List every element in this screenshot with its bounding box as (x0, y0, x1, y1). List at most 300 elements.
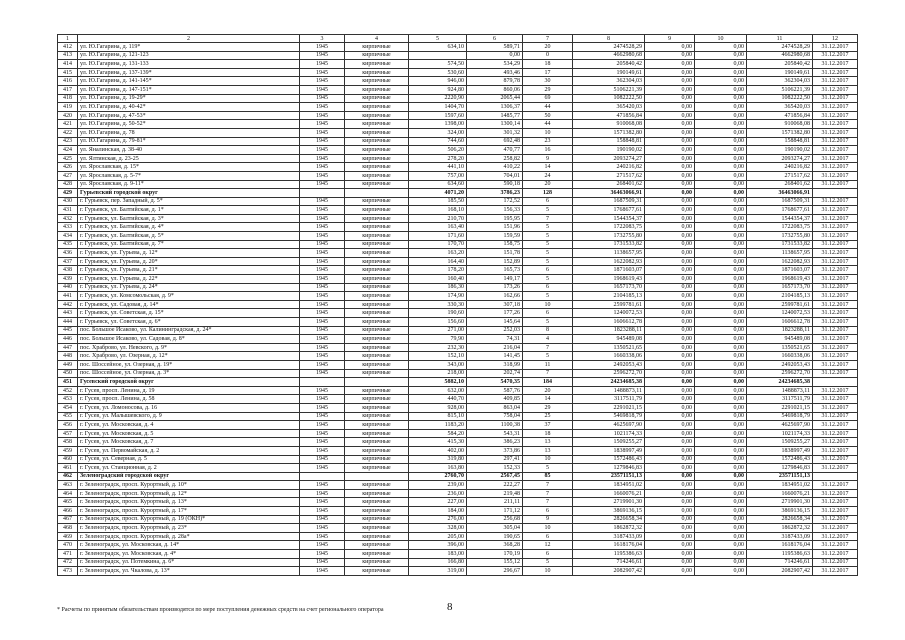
address-cell: г. Гусев, ул. Малышевского, д. 9 (78, 412, 300, 421)
address-cell: г. Гурьевск, ул. Гурьева, д. 22* (78, 275, 300, 284)
total-cost-cell: 1138657,95 (573, 249, 645, 258)
living-area-cell: 252,03 (467, 326, 523, 335)
living-area-cell: 589,71 (467, 43, 523, 52)
living-area-cell: 151,96 (467, 223, 523, 232)
residents-cell: 5 (523, 464, 573, 473)
table-row (58, 300, 858, 309)
address-cell: г. Зеленоградск, просп. Курортный, д. 23* (78, 524, 300, 533)
cost-col-9-cell: 0,00 (645, 352, 695, 361)
total-cost-cell: 1572486,43 (573, 455, 645, 464)
cost-col-10-cell: 0,00 (695, 326, 747, 335)
table-row (58, 68, 858, 77)
table-row (58, 240, 858, 249)
address-cell: г. Гурьевск, ул. Садовая, д. 14* (78, 300, 300, 309)
cost-col-11-cell: 4662980,68 (747, 51, 813, 60)
completion-date-cell: 31.12.2017 (813, 507, 858, 516)
total-area-cell: 924,80 (409, 85, 467, 94)
cost-col-10-cell: 0,00 (695, 249, 747, 258)
table-row (58, 77, 858, 86)
cost-col-10-cell: 0,00 (695, 60, 747, 69)
row-number-cell: 458 (58, 438, 78, 447)
year-built-cell: 1945 (300, 43, 345, 52)
table-row (58, 43, 858, 52)
cost-col-11-cell: 190149,61 (747, 68, 813, 77)
address-cell: ул. Яналинская, д. 38-40 (78, 146, 300, 155)
cost-col-9-cell: 0,00 (645, 421, 695, 430)
wall-material-cell: кирпичные (345, 180, 409, 189)
total-area-cell: 343,00 (409, 360, 467, 369)
address-cell: г. Гусев, ул. Первомайская, д. 2 (78, 446, 300, 455)
cost-col-10-cell: 0,00 (695, 369, 747, 378)
total-cost-cell: 1823288,11 (573, 326, 645, 335)
total-cost-cell: 2082907,42 (573, 567, 645, 576)
residents-cell: 7 (523, 489, 573, 498)
year-built-cell: 1945 (300, 541, 345, 550)
cost-col-11-cell: 1618176,04 (747, 541, 813, 550)
cost-col-9-cell: 0,00 (645, 283, 695, 292)
wall-material-cell: кирпичные (345, 137, 409, 146)
total-area-cell: 163,20 (409, 249, 467, 258)
address-cell: г. Гурьевск, ул. Гурьева, д. 12* (78, 249, 300, 258)
total-area-cell (409, 51, 467, 60)
residents-cell: 6 (523, 283, 573, 292)
cost-col-11-cell: 1350521,65 (747, 343, 813, 352)
wall-material-cell: кирпичные (345, 94, 409, 103)
year-built-cell: 1945 (300, 103, 345, 112)
total-area-cell: 163,40 (409, 223, 467, 232)
residents-cell: 7 (523, 481, 573, 490)
table-row (58, 541, 858, 550)
address-cell: ул. Ю.Гагарина, д. 121-123 (78, 51, 300, 60)
row-number-cell: 460 (58, 455, 78, 464)
cost-col-10-cell: 0,00 (695, 386, 747, 395)
residents-cell: 7 (523, 343, 573, 352)
completion-date-cell: 31.12.2017 (813, 438, 858, 447)
total-cost-cell: 2474528,29 (573, 43, 645, 52)
year-built-cell: 1945 (300, 249, 345, 258)
residents-cell: 9 (523, 515, 573, 524)
row-number-cell: 429 (58, 189, 78, 198)
year-built-cell: 1945 (300, 154, 345, 163)
table-row (58, 498, 858, 507)
completion-date-cell: 31.12.2017 (813, 171, 858, 180)
table-row (58, 386, 858, 395)
total-cost-cell: 1544354,37 (573, 214, 645, 223)
cost-col-11-cell: 24234685,38 (747, 378, 813, 387)
cost-col-11-cell: 1544354,37 (747, 214, 813, 223)
address-cell: ул. Ю.Гагарина, д. 147-151* (78, 85, 300, 94)
cost-col-11-cell: 268401,62 (747, 180, 813, 189)
total-cost-cell: 714246,61 (573, 558, 645, 567)
wall-material-cell: кирпичные (345, 541, 409, 550)
total-cost-cell: 1657173,70 (573, 283, 645, 292)
cost-col-9-cell: 0,00 (645, 68, 695, 77)
total-cost-cell: 36463066,91 (573, 189, 645, 198)
living-area-cell: 0,00 (467, 51, 523, 60)
total-cost-cell: 1509255,27 (573, 438, 645, 447)
total-cost-cell: 365420,03 (573, 103, 645, 112)
total-area-cell: 152,10 (409, 352, 467, 361)
residents-cell: 20 (523, 43, 573, 52)
cost-col-11-cell: 271517,62 (747, 171, 813, 180)
residents-cell: 23 (523, 137, 573, 146)
living-area-cell: 297,41 (467, 455, 523, 464)
total-cost-cell: 1082222,50 (573, 94, 645, 103)
cost-col-9-cell: 0,00 (645, 360, 695, 369)
wall-material-cell: кирпичные (345, 120, 409, 129)
cost-col-9-cell: 0,00 (645, 180, 695, 189)
cost-col-10-cell: 0,00 (695, 292, 747, 301)
completion-date-cell: 31.12.2017 (813, 498, 858, 507)
completion-date-cell: 31.12.2017 (813, 326, 858, 335)
living-area-cell: 74,31 (467, 335, 523, 344)
total-area-cell: 441,10 (409, 163, 467, 172)
table-row (58, 51, 858, 60)
living-area-cell: 2567,45 (467, 472, 523, 481)
residents-cell: 5 (523, 206, 573, 215)
cost-col-10-cell: 0,00 (695, 421, 747, 430)
residents-cell: 6 (523, 507, 573, 516)
table-row (58, 455, 858, 464)
total-cost-cell: 1618176,04 (573, 541, 645, 550)
cost-col-11-cell: 1968619,43 (747, 275, 813, 284)
address-cell: ул. Ялтинская, д. 23-25 (78, 154, 300, 163)
cost-col-9-cell: 0,00 (645, 507, 695, 516)
total-area-cell: 815,10 (409, 412, 467, 421)
residents-cell: 128 (523, 189, 573, 198)
total-area-cell: 156,60 (409, 318, 467, 327)
address-cell: ул. Ю.Гагарина, д. 40-42* (78, 103, 300, 112)
living-area-cell: 534,29 (467, 60, 523, 69)
total-cost-cell: 1571382,80 (573, 128, 645, 137)
row-number-cell: 448 (58, 352, 78, 361)
cost-col-9-cell: 0,00 (645, 300, 695, 309)
residents-cell: 30 (523, 77, 573, 86)
address-cell: г. Гусев, просп. Ленина, д. 19 (78, 386, 300, 395)
cost-col-11-cell: 1195386,63 (747, 550, 813, 559)
living-area-cell: 159,59 (467, 232, 523, 241)
cost-col-11-cell: 910068,08 (747, 120, 813, 129)
address-cell: г. Зеленоградск, просп. Курортный, д. 17* (78, 507, 300, 516)
table-row (58, 567, 858, 576)
table-row (58, 343, 858, 352)
address-cell: г. Гусев, ул. Станционная, д. 2 (78, 464, 300, 473)
completion-date-cell: 31.12.2017 (813, 421, 858, 430)
cost-col-9-cell: 0,00 (645, 94, 695, 103)
total-area-cell: 205,00 (409, 532, 467, 541)
row-number-cell: 468 (58, 524, 78, 533)
cost-col-11-cell: 205840,42 (747, 60, 813, 69)
table-row (58, 429, 858, 438)
completion-date-cell: 31.12.2017 (813, 232, 858, 241)
address-cell: г. Гусев, ул. Ломоносова, д. 16 (78, 403, 300, 412)
row-number-cell: 434 (58, 232, 78, 241)
completion-date-cell: 31.12.2017 (813, 360, 858, 369)
address-cell: пос. Большое Исаково, ул. Калининградская, д. 24* (78, 326, 300, 335)
table-row (58, 446, 858, 455)
row-number-cell: 412 (58, 43, 78, 52)
completion-date-cell: 31.12.2017 (813, 541, 858, 550)
year-built-cell: 1945 (300, 214, 345, 223)
wall-material-cell: кирпичные (345, 403, 409, 412)
cost-col-11-cell: 158848,81 (747, 137, 813, 146)
year-built-cell: 1945 (300, 128, 345, 137)
total-cost-cell: 2104185,13 (573, 292, 645, 301)
row-number-cell: 455 (58, 412, 78, 421)
cost-col-10-cell: 0,00 (695, 481, 747, 490)
address-cell: ул. Ярославская, д. 5-7* (78, 171, 300, 180)
cost-col-10-cell: 0,00 (695, 85, 747, 94)
cost-col-9-cell: 0,00 (645, 292, 695, 301)
residents-cell: 5 (523, 352, 573, 361)
residents-cell: 5 (523, 275, 573, 284)
residents-cell: 11 (523, 360, 573, 369)
wall-material-cell: кирпичные (345, 498, 409, 507)
total-area-cell: 271,00 (409, 326, 467, 335)
cost-col-9-cell: 0,00 (645, 541, 695, 550)
cost-col-10-cell: 0,00 (695, 352, 747, 361)
residents-cell: 13 (523, 446, 573, 455)
living-area-cell: 145,64 (467, 318, 523, 327)
completion-date-cell: 31.12.2017 (813, 180, 858, 189)
year-built-cell: 1945 (300, 395, 345, 404)
year-built-cell: 1945 (300, 275, 345, 284)
total-cost-cell: 271517,62 (573, 171, 645, 180)
table-row (58, 292, 858, 301)
subtotal-row (58, 378, 858, 387)
cost-col-11-cell: 1871603,07 (747, 266, 813, 275)
total-cost-cell: 1732755,80 (573, 232, 645, 241)
table-row (58, 352, 858, 361)
total-cost-cell: 2291021,15 (573, 403, 645, 412)
year-built-cell: 1945 (300, 171, 345, 180)
living-area-cell: 470,77 (467, 146, 523, 155)
completion-date-cell: 31.12.2017 (813, 43, 858, 52)
address-cell: г. Гурьевск, ул. Советская, д. 15* (78, 309, 300, 318)
living-area-cell: 704,01 (467, 171, 523, 180)
total-area-cell: 218,00 (409, 369, 467, 378)
header-cell: 3 (300, 35, 345, 43)
table-row (58, 94, 858, 103)
row-number-cell: 426 (58, 163, 78, 172)
cost-col-9-cell: 0,00 (645, 412, 695, 421)
living-area-cell: 216,04 (467, 343, 523, 352)
wall-material-cell: кирпичные (345, 550, 409, 559)
cost-col-9-cell: 0,00 (645, 309, 695, 318)
row-number-cell: 440 (58, 283, 78, 292)
total-area-cell: 5882,10 (409, 378, 467, 387)
living-area-cell: 202,74 (467, 369, 523, 378)
living-area-cell: 543,31 (467, 429, 523, 438)
row-number-cell: 452 (58, 386, 78, 395)
cost-col-11-cell: 2104185,13 (747, 292, 813, 301)
wall-material-cell: кирпичные (345, 352, 409, 361)
year-built-cell: 1945 (300, 146, 345, 155)
row-number-cell: 469 (58, 532, 78, 541)
wall-material-cell: кирпичные (345, 111, 409, 120)
residents-cell: 10 (523, 455, 573, 464)
cost-col-10-cell: 0,00 (695, 567, 747, 576)
address-cell: г. Гусев, ул. Московская, д. 5 (78, 429, 300, 438)
total-cost-cell: 190190,02 (573, 146, 645, 155)
table-row (58, 103, 858, 112)
year-built-cell: 1945 (300, 507, 345, 516)
cost-col-10-cell: 0,00 (695, 77, 747, 86)
residents-cell: 18 (523, 429, 573, 438)
table-row (58, 154, 858, 163)
completion-date-cell: 31.12.2017 (813, 558, 858, 567)
address-cell: г. Зеленоградск, просп. Курортный, д. 12* (78, 489, 300, 498)
row-number-cell: 421 (58, 120, 78, 129)
wall-material-cell (345, 378, 409, 387)
year-built-cell: 1945 (300, 360, 345, 369)
total-area-cell: 319,80 (409, 455, 467, 464)
cost-col-10-cell: 0,00 (695, 283, 747, 292)
row-number-cell: 417 (58, 85, 78, 94)
address-cell: г. Гусев, просп. Ленина, д. 58 (78, 395, 300, 404)
completion-date-cell: 31.12.2017 (813, 369, 858, 378)
cost-col-11-cell: 714246,61 (747, 558, 813, 567)
total-area-cell: 2760,70 (409, 472, 467, 481)
year-built-cell (300, 472, 345, 481)
cost-col-11-cell: 36463066,91 (747, 189, 813, 198)
table-row (58, 558, 858, 567)
cost-col-11-cell: 1660076,21 (747, 489, 813, 498)
row-number-cell: 465 (58, 498, 78, 507)
total-cost-cell: 1660338,06 (573, 352, 645, 361)
cost-col-10-cell: 0,00 (695, 395, 747, 404)
completion-date-cell: 31.12.2017 (813, 429, 858, 438)
year-built-cell: 1945 (300, 352, 345, 361)
living-area-cell: 318,99 (467, 360, 523, 369)
cost-col-11-cell: 1279846,83 (747, 464, 813, 473)
completion-date-cell: 31.12.2017 (813, 395, 858, 404)
living-area-cell: 152,89 (467, 257, 523, 266)
address-cell: г. Зеленоградск, ул. Московская, д. 4* (78, 550, 300, 559)
residents-cell: 29 (523, 403, 573, 412)
total-area-cell: 319,00 (409, 567, 467, 576)
cost-col-11-cell: 1687509,31 (747, 197, 813, 206)
table-row (58, 464, 858, 473)
residents-cell: 44 (523, 103, 573, 112)
address-cell: г. Зеленоградск, просп. Курортный, д. 19 (ОКН)* (78, 515, 300, 524)
cost-col-11-cell: 1138657,95 (747, 249, 813, 258)
total-cost-cell: 1021174,33 (573, 429, 645, 438)
row-number-cell: 454 (58, 403, 78, 412)
total-cost-cell: 158848,81 (573, 137, 645, 146)
completion-date-cell: 31.12.2017 (813, 515, 858, 524)
cost-col-10-cell: 0,00 (695, 335, 747, 344)
living-area-cell: 386,23 (467, 438, 523, 447)
row-number-cell: 439 (58, 275, 78, 284)
living-area-cell: 149,17 (467, 275, 523, 284)
living-area-cell: 190,65 (467, 532, 523, 541)
row-number-cell: 457 (58, 429, 78, 438)
cost-col-11-cell: 1622082,93 (747, 257, 813, 266)
wall-material-cell: кирпичные (345, 326, 409, 335)
completion-date-cell: 31.12.2017 (813, 318, 858, 327)
residents-cell: 37 (523, 421, 573, 430)
row-number-cell: 438 (58, 266, 78, 275)
cost-col-10-cell: 0,00 (695, 189, 747, 198)
living-area-cell: 296,67 (467, 567, 523, 576)
document-page (57, 34, 857, 576)
wall-material-cell: кирпичные (345, 103, 409, 112)
completion-date-cell: 31.12.2017 (813, 197, 858, 206)
completion-date-cell: 31.12.2017 (813, 68, 858, 77)
living-area-cell: 590,18 (467, 180, 523, 189)
page-number: 8 (447, 601, 453, 613)
address-cell: г. Зеленоградск, просп. Курортный, д. 13* (78, 498, 300, 507)
completion-date-cell: 31.12.2017 (813, 481, 858, 490)
cost-col-9-cell: 0,00 (645, 60, 695, 69)
cost-col-10-cell: 0,00 (695, 412, 747, 421)
cost-col-9-cell: 0,00 (645, 386, 695, 395)
row-number-cell: 442 (58, 300, 78, 309)
header-cell: 4 (345, 35, 409, 43)
row-number-cell: 456 (58, 421, 78, 430)
total-area-cell: 402,00 (409, 446, 467, 455)
cost-col-11-cell: 362304,03 (747, 77, 813, 86)
cost-col-10-cell: 0,00 (695, 343, 747, 352)
row-number-cell: 450 (58, 369, 78, 378)
completion-date-cell: 31.12.2017 (813, 240, 858, 249)
row-number-cell: 451 (58, 378, 78, 387)
row-number-cell: 418 (58, 94, 78, 103)
header-cell: 12 (813, 35, 858, 43)
living-area-cell: 758,04 (467, 412, 523, 421)
total-cost-cell: 1279846,83 (573, 464, 645, 473)
total-area-cell: 506,20 (409, 146, 467, 155)
wall-material-cell: кирпичные (345, 240, 409, 249)
cost-col-10-cell: 0,00 (695, 43, 747, 52)
total-cost-cell: 3869136,15 (573, 507, 645, 516)
cost-col-11-cell: 190190,02 (747, 146, 813, 155)
cost-col-11-cell: 2599781,61 (747, 300, 813, 309)
cost-col-11-cell: 2826658,34 (747, 515, 813, 524)
cost-col-10-cell: 0,00 (695, 489, 747, 498)
total-area-cell: 276,00 (409, 515, 467, 524)
year-built-cell: 1945 (300, 326, 345, 335)
year-built-cell: 1945 (300, 206, 345, 215)
address-cell: г. Гусев, ул. Московская, д. 4 (78, 421, 300, 430)
living-area-cell: 170,19 (467, 550, 523, 559)
year-built-cell: 1945 (300, 292, 345, 301)
total-cost-cell: 2599781,61 (573, 300, 645, 309)
total-area-cell: 171,60 (409, 232, 467, 241)
completion-date-cell: 31.12.2017 (813, 567, 858, 576)
cost-col-10-cell: 0,00 (695, 472, 747, 481)
total-area-cell: 4071,20 (409, 189, 467, 198)
total-cost-cell: 4625697,90 (573, 421, 645, 430)
wall-material-cell: кирпичные (345, 232, 409, 241)
address-cell: ул. Ю.Гагарина, д. 141-145* (78, 77, 300, 86)
table-row (58, 146, 858, 155)
total-area-cell: 239,00 (409, 481, 467, 490)
year-built-cell: 1945 (300, 300, 345, 309)
cost-col-9-cell: 0,00 (645, 103, 695, 112)
address-cell: г. Гурьевск, ул. Балтийская, д. 3* (78, 214, 300, 223)
total-cost-cell: 2596272,70 (573, 369, 645, 378)
table-body (58, 35, 858, 576)
residents-cell: 25 (523, 412, 573, 421)
row-number-cell: 437 (58, 257, 78, 266)
cost-col-10-cell: 0,00 (695, 378, 747, 387)
year-built-cell: 1945 (300, 94, 345, 103)
cost-col-10-cell: 0,00 (695, 197, 747, 206)
completion-date-cell: 31.12.2017 (813, 412, 858, 421)
residents-cell: 10 (523, 128, 573, 137)
